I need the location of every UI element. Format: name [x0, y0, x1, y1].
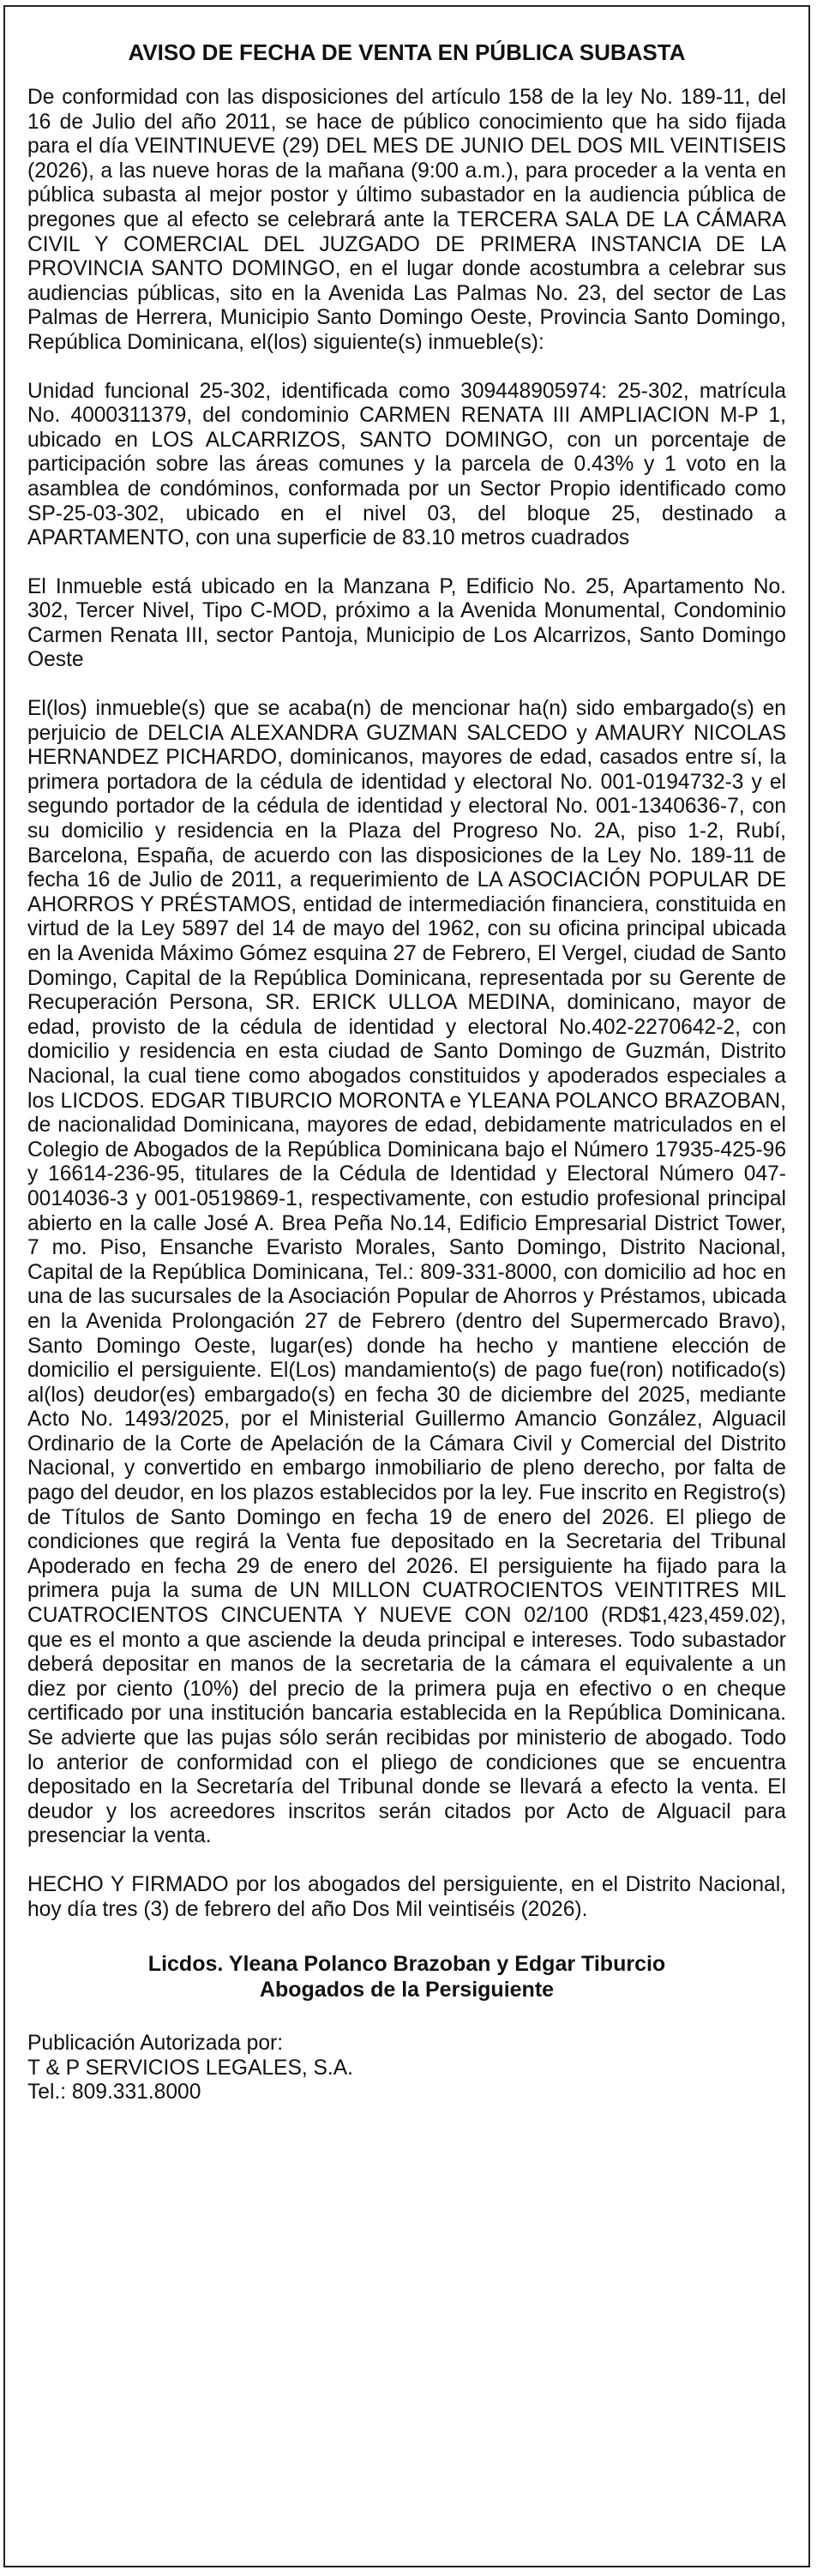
publisher-phone: Tel.: 809.331.8000 [27, 2081, 201, 2105]
publisher-name: T & P SERVICIOS LEGALES, S.A. [27, 2056, 354, 2080]
seizure-details-paragraph: El(los) inmueble(s) que se acaba(n) de mencionar ha(n) sido embargado(s) en perjuicio de DELCIA ALEXANDRA GUZMAN SALCEDO y AMAURY NICOLAS HERNANDEZ PICHARDO, dominicanos, mayores de edad, casados entre sí, la primera portadora de la cédula de identidad y electoral No. 001-0194732-3 y el segundo portador de la cédula de identidad y electoral No. 001-1340636-7, con su domicilio y residencia en la Plaza del Progreso No. 2A, piso 1-2, Rubí, Barcelona, España, de acuerdo con las disposiciones de la Ley No. 189-11 de fecha 16 de Julio de 2011, a requerimiento de LA ASOCIACIÓN POPULAR DE AHORROS Y PRÉSTAMOS, entidad de intermediación financiera, constituida en virtud de la Ley 5897 del 14 de mayo del 1962, con su oficina principal ubicada en la Avenida Máximo Gómez esquina 27 de Febrero, El Vergel, ciudad de Santo Domingo, Capital de la República Dominicana, representada por su Gerente de Recuperación Persona, SR. ERICK ULLOA MEDINA, dominicano, mayor de edad, provisto de la cédula de identidad y electoral No.402-2270642-2, con domicilio y residencia en esta ciudad de Santo Domingo de Guzmán, Distrito Nacional, la cual tiene como abogados constituidos y apoderados especiales a los LICDOS. EDGAR TIBURCIO MORONTA e YLEANA POLANCO BRAZOBAN, de nacionalidad Dominicana, mayores de edad, debidamente matriculados en el Colegio de Abogados de la República Dominicana bajo el Número 17935-425-96 y 16614-236-95, titulares de la Cédula de Identidad y Electoral Número 047-0014036-3 y 001-0519869-1, respectivamente, con estudio profesional principal abierto en la calle José A. Brea Peña No.14, Edificio Empresarial District Tower, 7 mo. Piso, Ensanche Evaristo Morales, Santo Domingo, Distrito Nacional, Capital de la República Dominicana, Tel.: 809-331-8000, con domicilio ad hoc en una de las sucursales de la Asociación Popular de Ahorros y Préstamos, ubicada en la Avenida Prolongación 27 de Febrero (dentro del Supermercado Bravo), Santo Domingo Oeste, lugar(es) donde ha hecho y mantiene elección de domicilio el persiguiente. El(Los) mandamiento(s) de pago fue(ron) notificado(s) al(los) deudor(es) embargado(s) en fecha 30 de diciembre del 2025, mediante Acto No. 1493/2025, por el Ministerial Guillermo Amancio González, Alguacil Ordinario de la Corte de Apelación de la Cámara Civil y Comercial del Distrito Nacional, y convertido en embargo inmobiliario de pleno derecho, por falta de pago del deudor, en los plazos establecidos por la ley. Fue inscrito en Registro(s) de Títulos de Santo Domingo en fecha 19 de enero del 2026. El pliego de condiciones que regirá la Venta fue depositado en la Secretaria del Tribunal Apoderado en fecha 29 de enero del 2026. El persiguiente ha fijado para la primera puja la suma de UN MILLON CUATROCIENTOS VEINTITRES MIL CUATROCIENTOS CINCUENTA Y NUEVE CON 02/100 (RD$1,423,459.02), que es el monto a que asciende la deuda principal e intereses. Todo subastador deberá depositar en manos de la secretaria de la cámara el equivalente a un diez por ciento (10%) del precio de la primera puja en efectivo o en cheque certificado por una institución bancaria establecida en la República Dominicana. Se advierte que las pujas sólo serán recibidas por ministerio de abogado. Todo lo anterior de conformidad con el pliego de condiciones que se encuentra depositado en la Secretaría del Tribunal donde se llevará a efecto la venta. El deudor y los acreedores inscritos serán citados por Acto de Alguacil para presenciar la venta. [27, 697, 786, 1848]
signature-role: Abogados de la Persiguiente [259, 1978, 555, 2003]
publisher-label: Publicación Autorizada por: [27, 2032, 284, 2056]
legal-notice [3, 5, 810, 2567]
notice-title: AVISO DE FECHA DE VENTA EN PÚBLICA SUBASTA [128, 39, 686, 65]
publisher-block [27, 2032, 786, 2105]
property-location-paragraph: El Inmueble está ubicado en la Manzana P, Edificio No. 25, Apartamento No. 302, Tercer Nivel, Tipo C-MOD, próximo a la Avenida Monumental, Condominio Carmen Renata III, sector Pantoja, Municipio de Los Alcarrizos, Santo Domingo Oeste [27, 574, 786, 672]
signature-lawyers: Licdos. Yleana Polanco Brazoban y Edgar Tiburcio [147, 1952, 666, 1977]
signed-date-paragraph: HECHO Y FIRMADO por los abogados del persiguiente, en el Distrito Nacional, hoy día tres (3) de febrero del año Dos Mil veintiséis (2026). [27, 1872, 786, 1921]
property-description-paragraph: Unidad funcional 25-302, identificada como 309448905974: 25-302, matrícula No. 4000311379, del condominio CARMEN RENATA III AMPLIACION M-P 1, ubicado en LOS ALCARRIZOS, SANTO DOMINGO, con un porcentaje de participación sobre las áreas comunes y la parcela de 0.43% y 1 voto en la asamblea de condóminos, conformada por un Sector Propio identificado como SP-25-03-302, ubicado en el nivel 03, del bloque 25, destinado a APARTAMENTO, con una superficie de 83.10 metros cuadrados [27, 379, 786, 550]
intro-paragraph: De conformidad con las disposiciones del artículo 158 de la ley No. 189-11, del 16 de Julio del año 2011, se hace de público conocimiento que ha sido fijada para el día VEINTINUEVE (29) DEL MES DE JUNIO DEL DOS MIL VEINTISEIS (2026), a las nueve horas de la mañana (9:00 a.m.), para proceder a la venta en pública subasta al mejor postor y último subastador en la audiencia pública de pregones que al efecto se celebrará ante la TERCERA SALA DE LA CÁMARA CIVIL Y COMERCIAL DEL JUZGADO DE PRIMERA INSTANCIA DE LA PROVINCIA SANTO DOMINGO, en el lugar donde acostumbra a celebrar sus audiencias públicas, sito en la Avenida Las Palmas No. 23, del sector de Las Palmas de Herrera, Municipio Santo Domingo Oeste, Provincia Santo Domingo, República Dominicana, el(los) siguiente(s) inmueble(s): [27, 86, 786, 354]
signature-block [27, 1951, 786, 2003]
